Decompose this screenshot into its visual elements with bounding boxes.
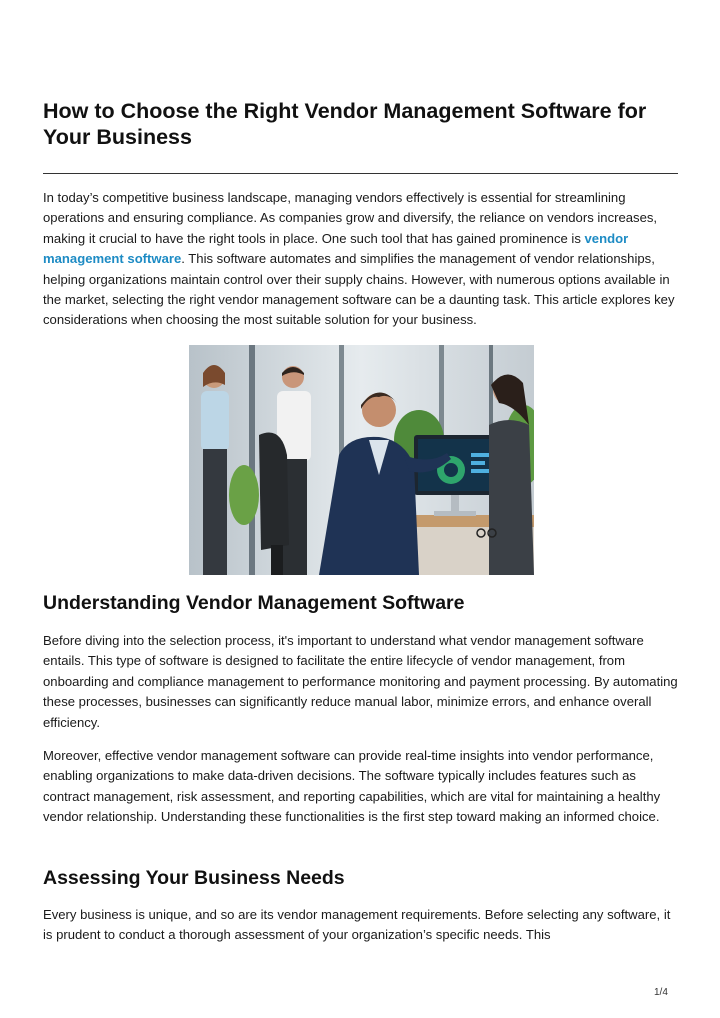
understanding-paragraph-1: Before diving into the selection process, it's important to understand what vendor management software entails. This type of software is designed to facilitate the entire lifecycle of vendor management, from onboarding and compliance management to performance monitoring and payment processing. By automating these processes, businesses can significantly reduce manual labor, minimize errors, and enhance overall efficiency. [43, 633, 678, 730]
understanding-paragraph-2: Moreover, effective vendor management software can provide real-time insights into vendor performance, enabling organizations to make data-driven decisions. The software typically includes features such as contract management, risk assessment, and reporting capabilities, which are vital for maintaining a healthy vendor relationship. Understanding these functionalities is the first step toward making an informed choice. [43, 748, 661, 825]
intro-text-before: In today’s competitive business landscape, managing vendors effectively is essential for streamlining operations and ensuring compliance. As companies grow and diversify, the reliance on vendors increases, making it crucial to have the right tools in place. One such tool that has gained prominence is [43, 190, 658, 246]
section-heading-understanding: Understanding Vendor Management Software [43, 592, 465, 614]
assessing-paragraph-1: Every business is unique, and so are its vendor management requirements. Before selecting any software, it is prudent to conduct a thorough assessment of your organization’s specific needs. This [43, 907, 671, 943]
section-heading-assessing: Assessing Your Business Needs [43, 867, 345, 889]
page-number: 1/4 [654, 987, 668, 998]
title-divider [43, 173, 678, 174]
article-title: How to Choose the Right Vendor Management Software for Your Business [43, 99, 647, 149]
vendor-software-link[interactable]: vendor management software [43, 230, 629, 267]
hero-image [189, 345, 534, 575]
intro-text-after: . This software automates and simplifies the management of vendor relationships, helping organizations maintain control over their supply chains. However, with numerous options available in the market, selecting the right vendor management software can be a daunting task. This article explores key considerations when choosing the most suitable solution for your business. [43, 251, 675, 328]
intro-paragraph [43, 188, 683, 331]
